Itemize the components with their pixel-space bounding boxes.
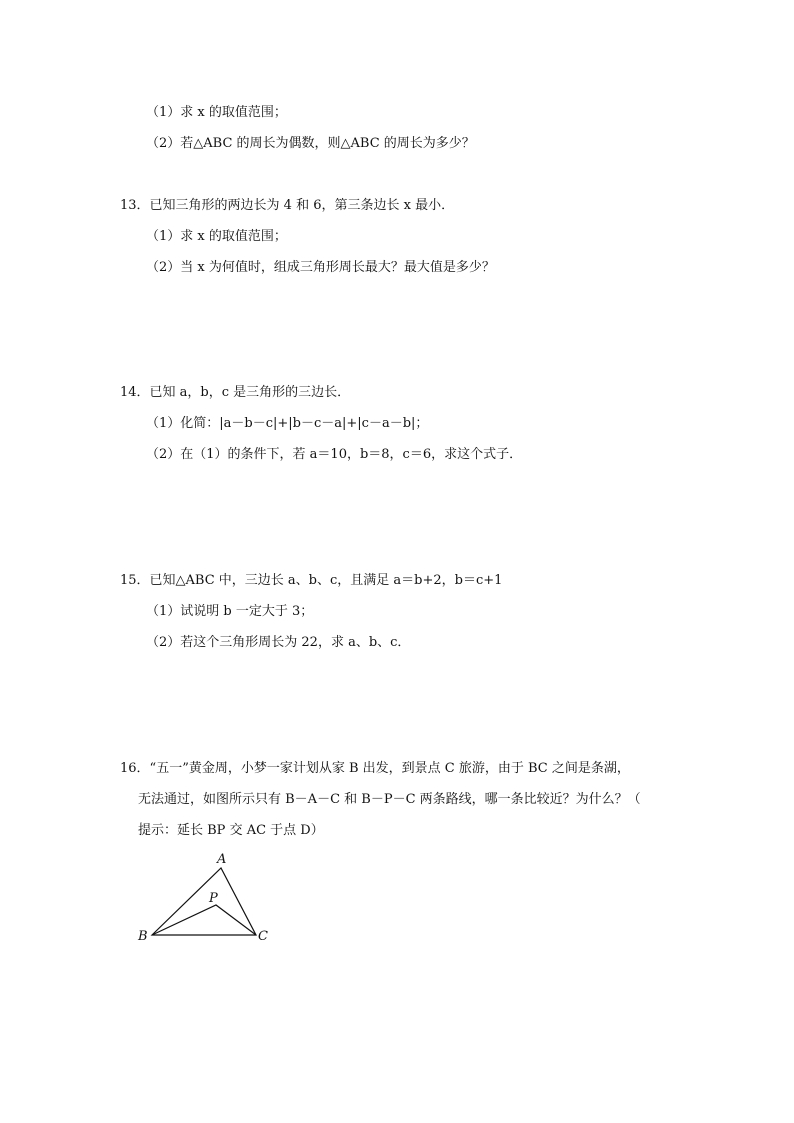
q13-part1: （1）求 x 的取值范围； <box>146 229 287 244</box>
triangle-figure <box>130 845 280 950</box>
label-p: P <box>209 891 218 906</box>
triangle-abc <box>152 868 256 935</box>
q12-part2: （2）若△ABC 的周长为偶数，则△ABC 的周长为多少？ <box>146 136 475 151</box>
q14-part2: （2）在（1）的条件下，若 a＝10，b＝8，c＝6，求这个式子． <box>146 447 523 462</box>
q16-line3: 提示：延长 BP 交 AC 于点 D） <box>138 823 324 838</box>
q14-stem: 14．已知 a，b，c 是三角形的三边长． <box>120 385 351 400</box>
q14-part1: （1）化简：|a－b－c|+|b－c－a|+|c－a－b|； <box>146 416 429 431</box>
q13-part2: （2）当 x 为何值时，组成三角形周长最大？最大值是多少？ <box>146 260 495 275</box>
q16-line2: 无法通过，如图所示只有 B－A－C 和 B－P－C 两条路线，哪一条比较近？为什么？（ <box>138 792 641 807</box>
label-a: A <box>217 852 227 867</box>
q16-line1: 16．“五一”黄金周，小梦一家计划从家 B 出发，到景点 C 旅游，由于 BC 之间是条湖， <box>120 761 630 776</box>
q12-part1: （1）求 x 的取值范围； <box>146 105 287 120</box>
q15-part2: （2）若这个三角形周长为 22，求 a、b、c． <box>146 635 411 650</box>
label-c: C <box>258 929 268 944</box>
label-b: B <box>138 929 148 944</box>
q13-stem: 13．已知三角形的两边长为 4 和 6，第三条边长 x 最小． <box>120 198 455 213</box>
q15-part1: （1）试说明 b 一定大于 3； <box>146 604 314 619</box>
q15-stem: 15．已知△ABC 中，三边长 a、b、c，且满足 a＝b+2，b＝c+1 <box>120 573 503 588</box>
